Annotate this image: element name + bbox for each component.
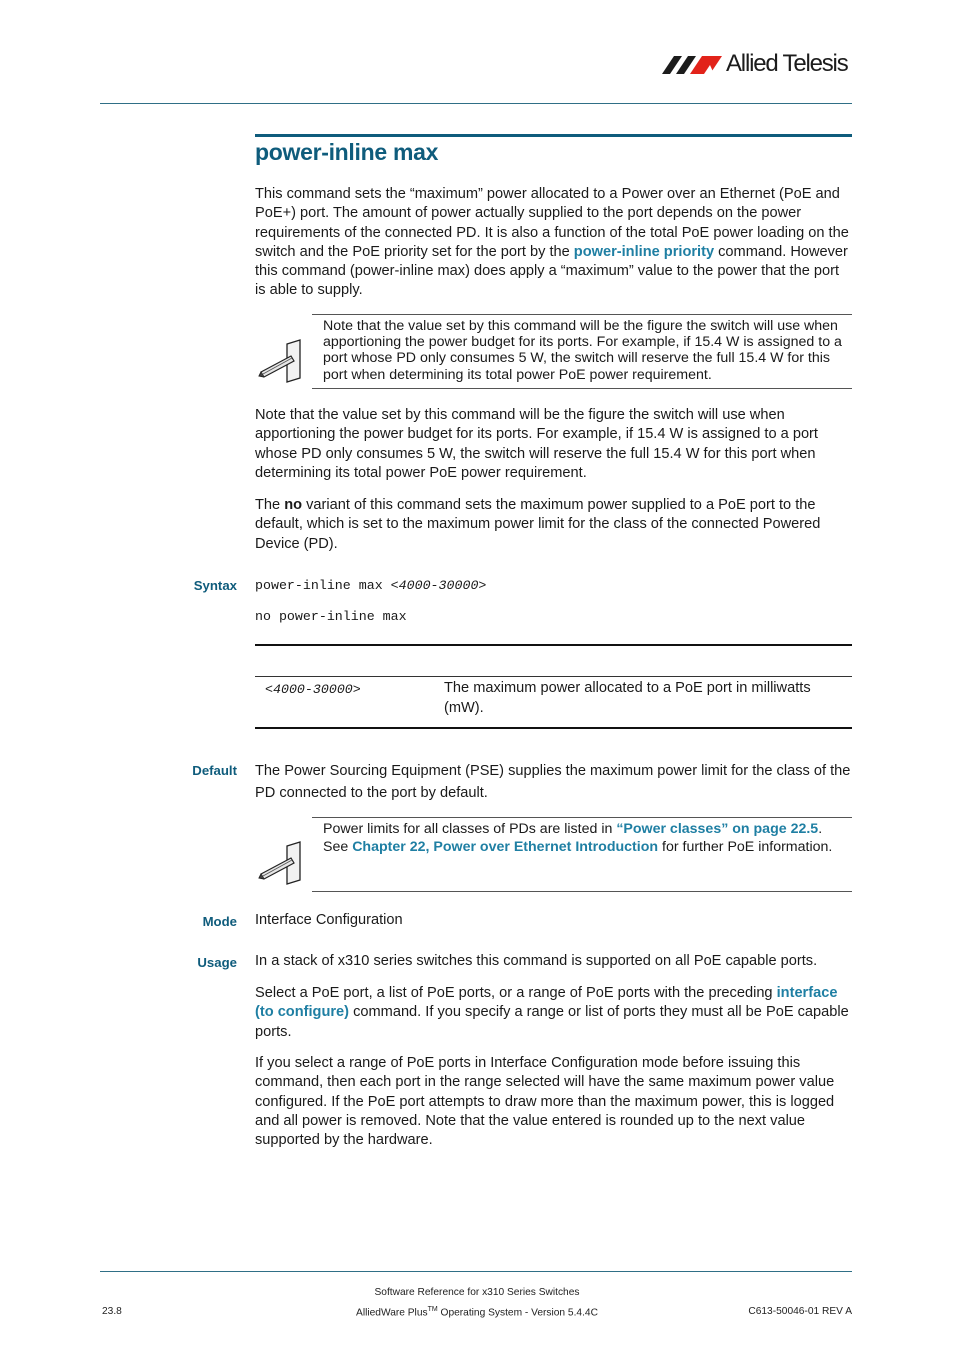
usage-paragraph-3: If you select a range of PoE ports in Interface Configuration mode before issuing this command, then each port in the range selected will have the same maximum power value configured. If the PoE port attempts to draw more than the maximum power, this is logged and all power is removed. Note that the value entered is rounded up to the next value supported by the hardware. (255, 1055, 835, 1149)
chapter-22-link[interactable]: Chapter 22, Power over Ethernet Introduction (352, 838, 659, 855)
note-2-text (323, 821, 850, 856)
syntax-line-1 (255, 578, 486, 593)
syntax-label: Syntax (193, 578, 237, 593)
table-description: The maximum power allocated to a PoE port in milliwatts (mW). (444, 680, 811, 716)
title-rule (255, 134, 852, 137)
intro-text-2: command. However this command (power-inline max) does apply a “maximum” value to the power that the port is able to supply. (255, 243, 848, 299)
note-pencil-icon (257, 338, 307, 384)
usage-paragraph-2 (255, 984, 852, 1042)
syntax-command: power-inline max (255, 578, 391, 593)
note-box-2 (312, 817, 852, 892)
note-box-1 (312, 314, 852, 389)
default-label: Default (192, 763, 237, 778)
page-title: power-inline max (255, 139, 439, 165)
syntax-line-2: no power-inline max (255, 609, 407, 624)
default-text: The Power Sourcing Equipment (PSE) supplies the maximum power limit for the class of the PD connected to the port by default. (255, 763, 851, 801)
note-pencil-icon (257, 840, 307, 886)
table-param (265, 682, 361, 697)
mode-text: Interface Configuration (255, 912, 403, 928)
para3-bold: no (284, 497, 303, 513)
interface-to-configure-link[interactable]: interface (to configure) (255, 985, 838, 1021)
footer-os: Operating System - Version 5.4.4C (437, 1307, 598, 1319)
power-inline-priority-link[interactable]: power-inline priority (573, 243, 715, 260)
mode-label: Mode (202, 914, 237, 929)
footer-title: Software Reference for x310 Series Switches (374, 1287, 580, 1298)
para3-post: variant of this command sets the maximum power supplied to a PoE port to the default, which is set to the maximum power limit for the class of the connected Powered Device (PD). (255, 497, 821, 552)
table-top-rule (255, 644, 852, 646)
footer-product: AlliedWare Plus (356, 1307, 428, 1319)
para3-pre: The (255, 497, 285, 513)
paragraph-2: Note that the value set by this command will be the figure the switch will use when apportioning the power budget for its ports. For example, if 15.4 W is assigned to a port whose PD only consumes 5 W, the switch will reserve the full 15.4 W for this port when determining its total power PoE power requirement. (255, 407, 818, 481)
logo-text: Allied Telesis (726, 50, 848, 77)
power-classes-link[interactable]: “Power classes” on page 22.5 (616, 821, 819, 837)
doc-id: C613-50046-01 REV A (748, 1306, 852, 1317)
paragraph-3 (255, 496, 852, 554)
footer-tm: TM (427, 1306, 438, 1313)
header-rule (100, 103, 852, 104)
usage-label: Usage (197, 955, 237, 970)
note-1-text: Note that the value set by this command will be the figure the switch will use when apportioning the power budget for its ports. For example, if 15.4 W is assigned to a port whose PD only consumes 5 W, the switch will reserve the full 15.4 W for this port when determining its total power PoE power requirement. (323, 318, 842, 383)
footer-rule (100, 1271, 852, 1272)
allied-telesis-logo (660, 48, 855, 80)
usage-p2-post: command. If you specify a range or list of ports they must all be PoE capable ports. (255, 1004, 849, 1040)
table-bottom-rule (255, 727, 852, 729)
usage-p2-pre: Select a PoE port, a list of PoE ports, or a range of PoE ports with the preceding (255, 985, 777, 1001)
table-param-text: <4000-30000> (265, 682, 361, 697)
intro-paragraph (255, 185, 852, 301)
table-header-rule (255, 676, 852, 677)
usage-paragraph-1: In a stack of x310 series switches this command is supported on all PoE capable ports. (255, 953, 818, 969)
page-number: 23.8 (102, 1306, 122, 1317)
syntax-parameter: <4000-30000> (390, 578, 487, 593)
intro-text-1: This command sets the “maximum” power allocated to a Power over an Ethernet (PoE and PoE+) port. The amount of power actually supplied to the port depends on the power requirements of the connected PD. It is also a function of the total PoE power loading on the switch and the PoE priority set for the port by the (255, 186, 849, 260)
logo-mark-icon (660, 48, 726, 80)
note2-pre: Power limits for all classes of PDs are listed in (323, 821, 617, 837)
note2-mid: . See (323, 821, 823, 855)
note2-post: for further PoE information. (658, 838, 833, 855)
